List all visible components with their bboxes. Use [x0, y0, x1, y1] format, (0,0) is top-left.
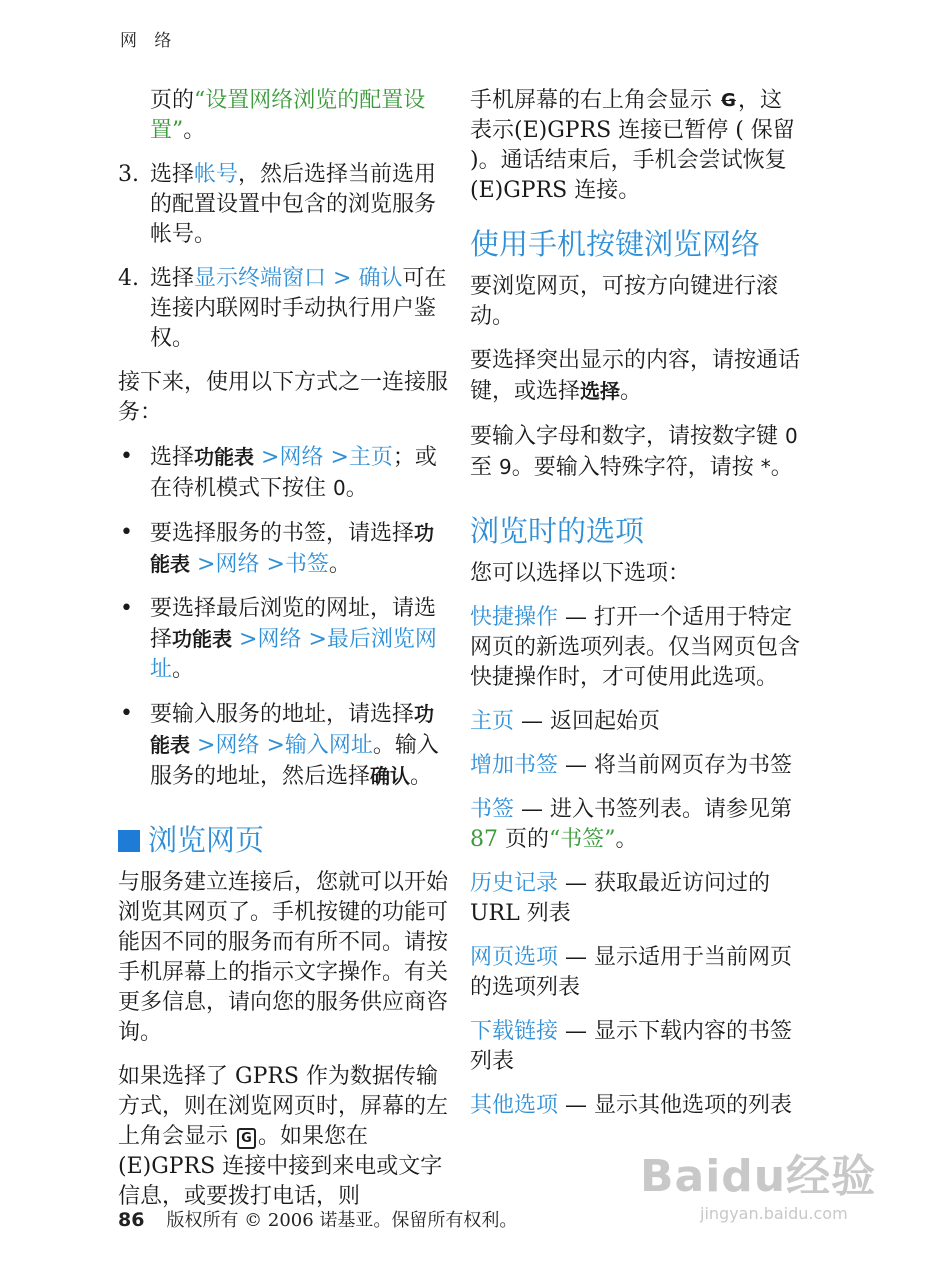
options-intro: 您可以选择以下选项：	[470, 561, 691, 586]
menu-link-account[interactable]: 帐号	[194, 162, 239, 187]
option-add-bookmark: 增加书签 — 将当前网页存为书签	[470, 753, 793, 778]
heading-browse-pages: 浏览网页	[118, 822, 448, 858]
step-4: 4. 选择显示终端窗口 > 确认可在连接内联网时手动执行用户鉴权。	[118, 266, 447, 351]
para-gprs-suspend: 手机屏幕的右上角会显示 G，这表示(E)GPRS 连接已暂停 ( 保留 )。通话结束后，手机会尝试恢复 (E)GPRS 连接。	[470, 88, 795, 203]
option-history: 历史记录 — 获取最近访问过的 URL 列表	[470, 871, 771, 926]
menu-link-web[interactable]: 网络	[257, 627, 302, 652]
gprs-active-icon: G	[237, 1128, 256, 1149]
bullet-enter-address: • 要输入服务的地址，请选择功能表 >网络 >输入网址。输入服务的地址，然后选择确认。	[120, 701, 439, 789]
bullet-last-address: • 要选择最后浏览的网址，请选择功能表 >网络 >最后浏览网址。	[120, 596, 437, 682]
para-scroll: 要浏览网页，可按方向键进行滚动。	[470, 274, 779, 329]
step-3: 3. 选择帐号，然后选择当前选用的配置设置中包含的浏览服务帐号。	[118, 162, 437, 247]
menu-link-web[interactable]: 网络	[215, 552, 260, 577]
menu-link-last-address[interactable]: 最后浏览网址	[150, 627, 437, 682]
page-ref-87[interactable]: 87	[470, 827, 498, 852]
bullet-bookmarks: • 要选择服务的书签，请选择功能表 >网络 >书签。	[120, 520, 435, 577]
continued-text: 页的“设置网络浏览的配置设置”。	[150, 88, 426, 143]
menu-link-web[interactable]: 网络	[215, 733, 260, 758]
option-home: 主页 — 返回起始页	[470, 709, 661, 734]
para-gprs: 如果选择了 GPRS 作为数据传输方式，则在浏览网页时，屏幕的左上角会显示 G 。如果您在 (E)GPRS 连接中接到来电或文字信息，或要拨打电话，则	[118, 1064, 449, 1209]
heading-browse-options: 浏览时的选项	[470, 514, 645, 548]
option-history-label[interactable]: 历史记录	[470, 871, 559, 896]
left-column	[118, 86, 448, 1226]
copyright-text: 版权所有 © 2006 诺基亚。保留所有权利。	[166, 1210, 518, 1231]
menu-link-confirm[interactable]: 确认	[358, 266, 403, 291]
page-number: 86	[118, 1209, 145, 1231]
gprs-suspended-icon: G	[721, 90, 736, 111]
connect-intro: 接下来，使用以下方式之一连接服务：	[118, 370, 449, 425]
menu-link-web[interactable]: 网络	[279, 445, 324, 470]
menu-link-bookmarks[interactable]: 书签	[284, 552, 329, 577]
option-bookmarks-label[interactable]: 书签	[470, 797, 515, 822]
right-column	[470, 86, 800, 1135]
option-page-options: 网页选项 — 显示适用于当前网页的选项列表	[470, 945, 793, 1000]
option-page-options-label[interactable]: 网页选项	[470, 945, 559, 970]
option-download-links-label[interactable]: 下载链接	[470, 1019, 559, 1044]
option-home-label[interactable]: 主页	[470, 709, 515, 734]
ref-link-config[interactable]: “设置网络浏览的配置设置”	[150, 88, 426, 143]
bullet-home: • 选择功能表 >网络 >主页；或在待机模式下按住 0。	[120, 444, 437, 501]
option-add-bookmark-label[interactable]: 增加书签	[470, 753, 559, 778]
option-other: 其他选项 — 显示其他选项的列表	[470, 1093, 793, 1118]
page-footer	[118, 1206, 517, 1232]
heading-square-icon	[118, 830, 140, 852]
para-input: 要输入字母和数字，请按数字键 0 至 9。要输入特殊字符，请按 *。	[470, 424, 798, 480]
option-other-label[interactable]: 其他选项	[470, 1093, 559, 1118]
menu-link-terminal-window[interactable]: 显示终端窗口	[194, 266, 327, 291]
option-bookmarks: 书签 — 进入书签列表。请参见第 87 页的“书签”。	[470, 797, 793, 852]
ref-link-bookmarks[interactable]: “书签”	[549, 827, 616, 852]
watermark-logo-text: Baidu经验	[640, 1151, 877, 1202]
option-shortcuts-label[interactable]: 快捷操作	[470, 605, 559, 630]
menu-link-enter-address[interactable]: 输入网址	[284, 733, 373, 758]
menu-link-home[interactable]: 主页	[348, 445, 393, 470]
option-download-links: 下载链接 — 显示下载内容的书签列表	[470, 1019, 793, 1074]
section-header: 网 络	[120, 31, 178, 51]
option-shortcuts: 快捷操作 — 打开一个适用于特定网页的新选项列表。仅当网页包含快捷操作时，才可使用此选项。	[470, 605, 801, 690]
watermark-url: jingyan.baidu.com	[700, 1204, 848, 1223]
baidu-watermark	[640, 1140, 876, 1223]
para-select: 要选择突出显示的内容，请按通话键，或选择选择。	[470, 348, 801, 404]
heading-keys-browse: 使用手机按键浏览网络	[470, 227, 761, 261]
para-browse: 与服务建立连接后，您就可以开始浏览其网页了。手机按键的功能可能因不同的服务而有所不同。请按手机屏幕上的指示文字操作。有关更多信息，请向您的服务供应商咨询。	[118, 870, 449, 1045]
